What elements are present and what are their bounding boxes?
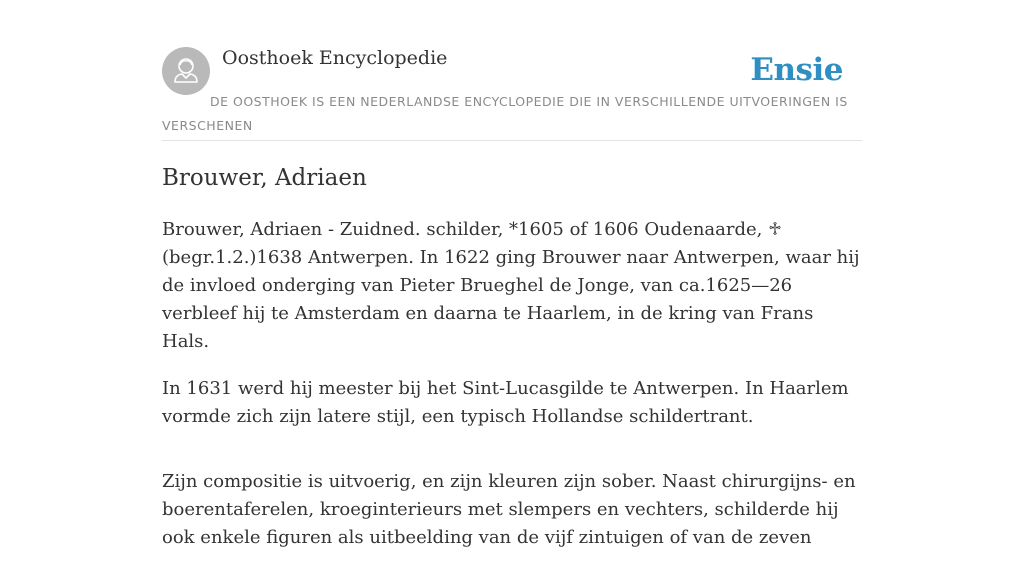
- source-title[interactable]: Oosthoek Encyclopedie: [222, 47, 448, 69]
- article-body: [162, 216, 862, 571]
- article-paragraph-3: Zijn compositie is uitvoerig, en zijn kleuren zijn sober. Naast chirurgijns- en boerentaferelen, kroeginterieurs met slempers en vechters, schilderde hij ook enkele figuren als uitbeelding van de vijf zintuigen of van de zeven: [162, 471, 856, 548]
- article-paragraph-2: In 1631 werd hij meester bij het Sint-Lucasgilde te Antwerpen. In Haarlem vormde zich zijn latere stijl, een typisch Hollandse schildertrant.: [162, 378, 849, 427]
- source-header: [162, 46, 862, 141]
- source-description: DE OOSTHOEK IS EEN NEDERLANDSE ENCYCLOPEDIE DIE IN VERSCHILLENDE UITVOERINGEN IS VERSCHENEN: [162, 94, 848, 133]
- person-outline-icon: [162, 47, 210, 95]
- article-paragraph-1: Brouwer, Adriaen - Zuidned. schilder, *1605 of 1606 Oudenaarde, ♱ (begr.1.2.)1638 Antwerpen. In 1622 ging Brouwer naar Antwerpen, waar hij de invloed onderging van Pieter Brueghel de Jonge, van ca.1625—26 verbleef hij te Amsterdam en daarna te Haarlem, in de kring van Frans Hals.: [162, 219, 860, 352]
- article-title: Brouwer, Adriaen: [162, 165, 367, 191]
- ensie-logo[interactable]: Ensie: [750, 52, 843, 88]
- user-avatar-icon[interactable]: [162, 47, 210, 95]
